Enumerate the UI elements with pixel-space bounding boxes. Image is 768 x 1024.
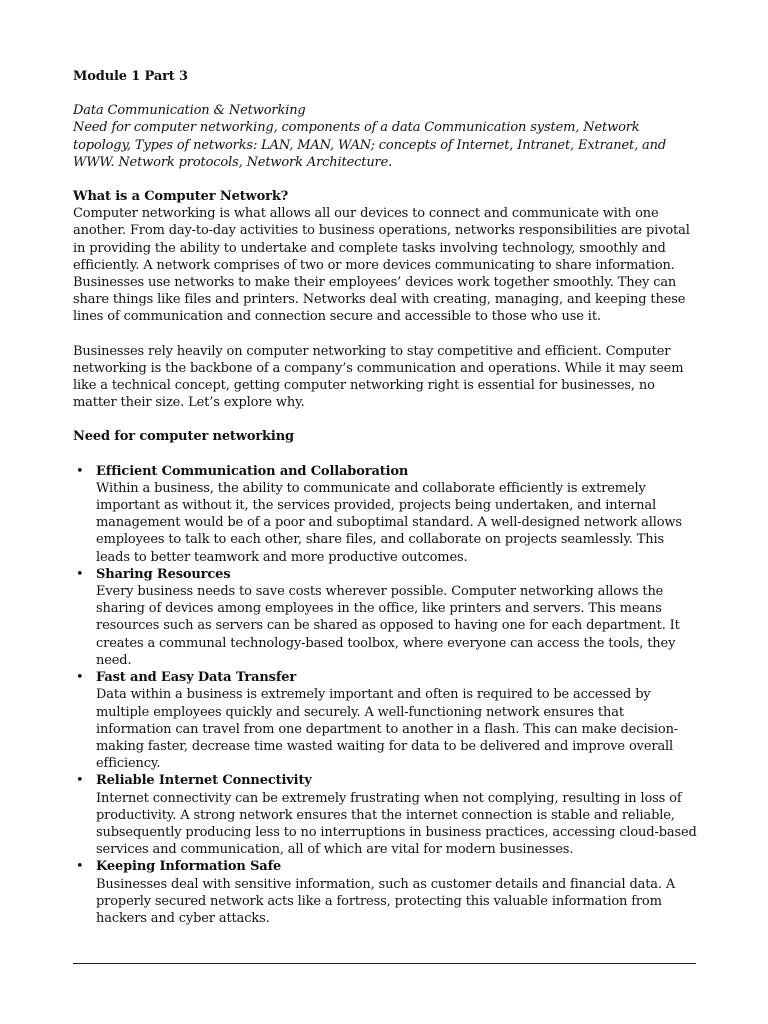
list-item-title: Efficient Communication and Collaboration [96,463,409,479]
list-item [73,858,698,927]
list-item-title: Keeping Information Safe [96,859,282,875]
list-item [73,772,698,858]
list-item [73,669,698,772]
list-item-title: Reliable Internet Connectivity [96,773,312,789]
section-heading-need-for-networking: Need for computer networking [73,429,294,445]
bullet-icon: • [76,859,84,875]
list-item-title: Fast and Easy Data Transfer [96,670,297,686]
list-item-body: Within a business, the ability to communicate and collaborate efficiently is extremely important as without it, the services provided, projects being undertaken, and internal management would be of a poor and suboptimal standard. A well-designed network allows employees to talk to each other, share files, and collaborate on projects seamlessly. This leads to better teamwork and more productive outcomes. [96,480,682,565]
bullet-icon: • [76,566,84,582]
bullet-icon: • [76,670,84,686]
list-item [73,463,698,566]
paragraph-computer-network-definition: Computer networking is what allows all our devices to connect and communicate with one another. From day-to-day activities to business operations, networks responsibilities are pivotal in providing the ability to undertake and complete tasks involving technology, smoothly and efficiently. A network comprises of two or more devices communicating to share information. Businesses use networks to make their employees’ devices work together smoothly. They can share things like files and printers. Networks deal with creating, managing, and keeping these lines of communication and connection secure and accessible to those who use it. [73,206,690,325]
needs-list [73,463,698,927]
paragraph-business-reliance: Businesses rely heavily on computer networking to stay competitive and efficient. Computer networking is the backbone of a company’s communication and operations. While it may seem like a technical concept, getting computer networking right is essential for businesses, no matter their size. Let’s explore why. [73,343,684,411]
bullet-icon: • [76,463,84,479]
list-item-body: Internet connectivity can be extremely frustrating when not complying, resulting in loss of productivity. A strong network ensures that the internet connection is stable and reliable, subsequently producing less to no interruptions in business practices, accessing cloud-based services and communication, all of which are vital for modern businesses. [96,790,697,858]
list-item-body: Data within a business is extremely important and often is required to be accessed by multiple employees quickly and securely. A well-functioning network ensures that information can travel from one department to another in a flash. This can make decision-making faster, decrease time wasted waiting for data to be delivered and improve overall efficiency. [96,687,679,772]
list-item-title: Sharing Resources [96,566,231,582]
document-title: Module 1 Part 3 [73,69,188,84]
bullet-icon: • [76,773,84,789]
list-item [73,566,698,669]
syllabus-subject: Data Communication & Networking [73,103,306,119]
list-item-body: Every business needs to save costs wherever possible. Computer networking allows the sharing of devices among employees in the office, like printers and servers. This means resources such as servers can be shared as opposed to having one for each department. It creates a communal technology-based toolbox, where everyone can access the tools, they need. [96,584,680,668]
section-heading-computer-network: What is a Computer Network? [73,189,289,205]
footer-divider [73,963,696,964]
syllabus-topics: Need for computer networking, components of a data Communication system, Network topology, Types of networks: LAN, MAN, WAN; concepts of Internet, Intranet, Extranet, and WWW. Network protocols, Network Architecture. [73,120,667,170]
document-page [73,68,698,927]
list-item-body: Businesses deal with sensitive information, such as customer details and financial data. A properly secured network acts like a fortress, protecting this valuable information from hackers and cyber attacks. [96,876,676,926]
